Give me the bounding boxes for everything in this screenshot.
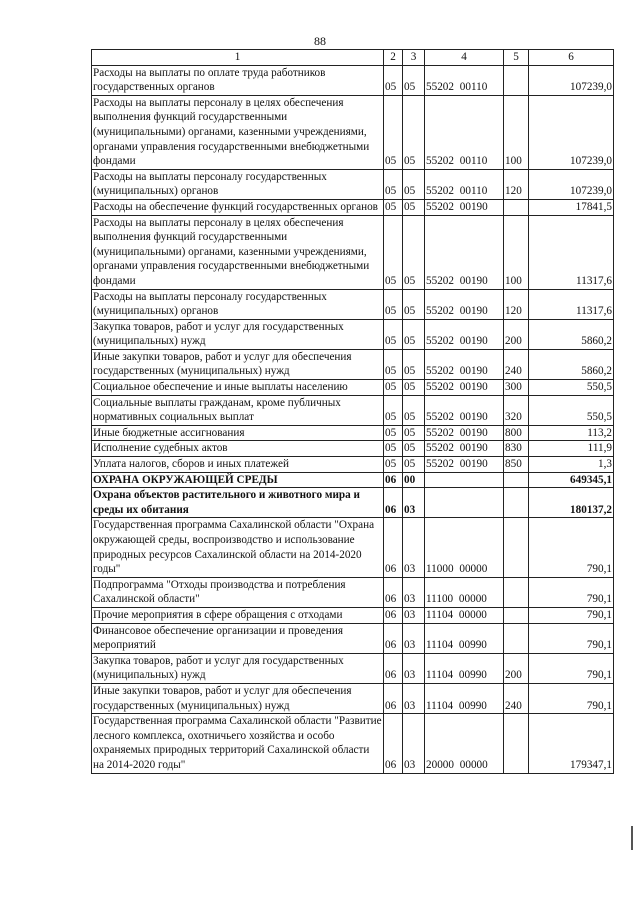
row-name-cell: Расходы на выплаты персоналу государственных (муниципальных) органов — [92, 169, 384, 199]
table-row — [92, 683, 614, 713]
row-expense-type-cell: 240 — [504, 349, 529, 379]
row-section-cell: 05 — [384, 319, 403, 349]
row-subsection-cell: 05 — [403, 395, 425, 425]
row-target-item-cell: 11104 00990 — [425, 653, 504, 683]
column-header: 6 — [529, 50, 614, 66]
row-amount-cell: 179347,1 — [529, 714, 614, 773]
row-subsection-cell: 03 — [403, 488, 425, 518]
row-subsection-cell: 03 — [403, 623, 425, 653]
row-target-item-cell: 11100 00000 — [425, 577, 504, 607]
row-name-cell: Закупка товаров, работ и услуг для государственных (муниципальных) нужд — [92, 653, 384, 683]
table-row — [92, 441, 614, 457]
row-subsection-cell: 03 — [403, 653, 425, 683]
row-section-cell: 05 — [384, 380, 403, 396]
row-section-cell: 05 — [384, 65, 403, 95]
row-target-item-cell: 55202 00110 — [425, 95, 504, 169]
row-expense-type-cell — [504, 472, 529, 488]
row-name-cell: Подпрограмма "Отходы производства и потребления Сахалинской области" — [92, 577, 384, 607]
table-row — [92, 577, 614, 607]
row-expense-type-cell: 200 — [504, 653, 529, 683]
row-amount-cell: 111,9 — [529, 441, 614, 457]
table-row — [92, 289, 614, 319]
table-row — [92, 714, 614, 773]
column-header: 1 — [92, 50, 384, 66]
row-expense-type-cell: 830 — [504, 441, 529, 457]
table-row — [92, 199, 614, 215]
column-header: 2 — [384, 50, 403, 66]
row-expense-type-cell — [504, 199, 529, 215]
row-subsection-cell: 05 — [403, 95, 425, 169]
row-section-cell: 05 — [384, 425, 403, 441]
row-target-item-cell: 11104 00990 — [425, 683, 504, 713]
row-amount-cell: 790,1 — [529, 653, 614, 683]
row-amount-cell: 11317,6 — [529, 215, 614, 289]
table-row — [92, 319, 614, 349]
row-target-item-cell: 11000 00000 — [425, 518, 504, 577]
row-name-cell: ОХРАНА ОКРУЖАЮЩЕЙ СРЕДЫ — [92, 472, 384, 488]
row-amount-cell: 649345,1 — [529, 472, 614, 488]
row-expense-type-cell: 240 — [504, 683, 529, 713]
row-subsection-cell: 05 — [403, 441, 425, 457]
row-name-cell: Расходы на выплаты по оплате труда работников государственных органов — [92, 65, 384, 95]
row-expense-type-cell: 300 — [504, 380, 529, 396]
row-subsection-cell: 03 — [403, 577, 425, 607]
row-amount-cell: 11317,6 — [529, 289, 614, 319]
row-amount-cell: 107239,0 — [529, 65, 614, 95]
table-row — [92, 425, 614, 441]
row-subsection-cell: 05 — [403, 380, 425, 396]
table-row — [92, 215, 614, 289]
row-target-item-cell: 55202 00190 — [425, 441, 504, 457]
row-target-item-cell: 55202 00110 — [425, 65, 504, 95]
row-name-cell: Социальное обеспечение и иные выплаты населению — [92, 380, 384, 396]
row-subsection-cell: 05 — [403, 457, 425, 473]
row-amount-cell: 550,5 — [529, 380, 614, 396]
row-amount-cell: 790,1 — [529, 623, 614, 653]
table-row — [92, 607, 614, 623]
table-row — [92, 472, 614, 488]
row-subsection-cell: 05 — [403, 215, 425, 289]
row-expense-type-cell: 320 — [504, 395, 529, 425]
row-name-cell: Охрана объектов растительного и животного мира и среды их обитания — [92, 488, 384, 518]
row-target-item-cell — [425, 472, 504, 488]
row-subsection-cell: 03 — [403, 518, 425, 577]
row-expense-type-cell — [504, 623, 529, 653]
row-section-cell: 05 — [384, 395, 403, 425]
row-name-cell: Иные закупки товаров, работ и услуг для обеспечения государственных (муниципальных) нужд — [92, 349, 384, 379]
row-amount-cell: 107239,0 — [529, 169, 614, 199]
row-section-cell: 06 — [384, 683, 403, 713]
table-row — [92, 380, 614, 396]
column-header: 3 — [403, 50, 425, 66]
row-name-cell: Расходы на выплаты персоналу в целях обеспечения выполнения функций государственными (муниципальными) органами, казенными учреждениями, органами управления государственными внебюджетными фондами — [92, 95, 384, 169]
row-expense-type-cell — [504, 65, 529, 95]
row-target-item-cell: 11104 00000 — [425, 607, 504, 623]
row-section-cell: 06 — [384, 653, 403, 683]
row-section-cell: 06 — [384, 607, 403, 623]
row-section-cell: 05 — [384, 95, 403, 169]
row-amount-cell: 790,1 — [529, 683, 614, 713]
row-expense-type-cell: 850 — [504, 457, 529, 473]
row-expense-type-cell — [504, 714, 529, 773]
column-header: 4 — [425, 50, 504, 66]
row-section-cell: 06 — [384, 623, 403, 653]
row-section-cell: 05 — [384, 215, 403, 289]
row-target-item-cell: 55202 00190 — [425, 395, 504, 425]
row-amount-cell: 180137,2 — [529, 488, 614, 518]
row-section-cell: 06 — [384, 714, 403, 773]
row-expense-type-cell — [504, 577, 529, 607]
row-target-item-cell: 11104 00990 — [425, 623, 504, 653]
row-amount-cell: 107239,0 — [529, 95, 614, 169]
table-row — [92, 518, 614, 577]
table-body — [92, 65, 614, 773]
row-expense-type-cell: 800 — [504, 425, 529, 441]
row-target-item-cell: 55202 00190 — [425, 425, 504, 441]
row-section-cell: 06 — [384, 472, 403, 488]
row-section-cell: 06 — [384, 488, 403, 518]
row-subsection-cell: 00 — [403, 472, 425, 488]
row-amount-cell: 790,1 — [529, 518, 614, 577]
table-row — [92, 457, 614, 473]
row-subsection-cell: 05 — [403, 425, 425, 441]
row-subsection-cell: 05 — [403, 169, 425, 199]
row-name-cell: Государственная программа Сахалинской области "Охрана окружающей среды, воспроизводство и использование природных ресурсов Сахалинской области на 2014-2020 годы" — [92, 518, 384, 577]
row-target-item-cell: 55202 00190 — [425, 215, 504, 289]
row-subsection-cell: 03 — [403, 714, 425, 773]
row-amount-cell: 1,3 — [529, 457, 614, 473]
table-row — [92, 395, 614, 425]
row-section-cell: 06 — [384, 518, 403, 577]
table-row — [92, 95, 614, 169]
row-subsection-cell: 05 — [403, 65, 425, 95]
row-expense-type-cell — [504, 607, 529, 623]
row-target-item-cell: 55202 00190 — [425, 289, 504, 319]
row-name-cell: Исполнение судебных актов — [92, 441, 384, 457]
column-header: 5 — [504, 50, 529, 66]
table-row — [92, 623, 614, 653]
row-expense-type-cell — [504, 518, 529, 577]
row-amount-cell: 790,1 — [529, 577, 614, 607]
row-amount-cell: 5860,2 — [529, 319, 614, 349]
row-subsection-cell: 05 — [403, 319, 425, 349]
row-target-item-cell — [425, 488, 504, 518]
row-subsection-cell: 03 — [403, 607, 425, 623]
row-expense-type-cell: 100 — [504, 95, 529, 169]
page-number: 88 — [314, 34, 326, 48]
row-name-cell: Государственная программа Сахалинской области "Развитие лесного комплекса, охотничьего хозяйства и особо охраняемых природных территорий Сахалинской области на 2014-2020 годы" — [92, 714, 384, 773]
row-target-item-cell: 55202 00190 — [425, 199, 504, 215]
row-name-cell: Расходы на выплаты персоналу государственных (муниципальных) органов — [92, 289, 384, 319]
row-expense-type-cell: 100 — [504, 215, 529, 289]
row-amount-cell: 550,5 — [529, 395, 614, 425]
row-amount-cell: 113,2 — [529, 425, 614, 441]
row-expense-type-cell — [504, 488, 529, 518]
budget-table — [91, 49, 614, 774]
row-name-cell: Прочие мероприятия в сфере обращения с отходами — [92, 607, 384, 623]
row-name-cell: Иные бюджетные ассигнования — [92, 425, 384, 441]
row-target-item-cell: 20000 00000 — [425, 714, 504, 773]
row-expense-type-cell: 120 — [504, 289, 529, 319]
table-header-row — [92, 50, 614, 66]
row-section-cell: 05 — [384, 349, 403, 379]
row-target-item-cell: 55202 00110 — [425, 169, 504, 199]
row-target-item-cell: 55202 00190 — [425, 380, 504, 396]
row-name-cell: Финансовое обеспечение организации и проведения мероприятий — [92, 623, 384, 653]
row-section-cell: 05 — [384, 199, 403, 215]
row-name-cell: Расходы на выплаты персоналу в целях обеспечения выполнения функций государственными (муниципальными) органами, казенными учреждениями, органами управления государственными внебюджетными фондами — [92, 215, 384, 289]
row-target-item-cell: 55202 00190 — [425, 349, 504, 379]
row-target-item-cell: 55202 00190 — [425, 319, 504, 349]
row-name-cell: Уплата налогов, сборов и иных платежей — [92, 457, 384, 473]
row-subsection-cell: 05 — [403, 199, 425, 215]
row-section-cell: 05 — [384, 289, 403, 319]
table-row — [92, 349, 614, 379]
row-subsection-cell: 05 — [403, 349, 425, 379]
row-amount-cell: 790,1 — [529, 607, 614, 623]
row-expense-type-cell: 120 — [504, 169, 529, 199]
row-expense-type-cell: 200 — [504, 319, 529, 349]
row-amount-cell: 17841,5 — [529, 199, 614, 215]
row-section-cell: 05 — [384, 457, 403, 473]
table-row — [92, 653, 614, 683]
row-name-cell: Закупка товаров, работ и услуг для государственных (муниципальных) нужд — [92, 319, 384, 349]
table-row — [92, 65, 614, 95]
row-target-item-cell: 55202 00190 — [425, 457, 504, 473]
row-section-cell: 05 — [384, 169, 403, 199]
row-name-cell: Социальные выплаты гражданам, кроме публичных нормативных социальных выплат — [92, 395, 384, 425]
row-subsection-cell: 03 — [403, 683, 425, 713]
scan-edge-mark — [631, 826, 633, 850]
row-section-cell: 06 — [384, 577, 403, 607]
row-section-cell: 05 — [384, 441, 403, 457]
table-row — [92, 169, 614, 199]
row-name-cell: Иные закупки товаров, работ и услуг для обеспечения государственных (муниципальных) нужд — [92, 683, 384, 713]
table-row — [92, 488, 614, 518]
row-subsection-cell: 05 — [403, 289, 425, 319]
row-amount-cell: 5860,2 — [529, 349, 614, 379]
row-name-cell: Расходы на обеспечение функций государственных органов — [92, 199, 384, 215]
